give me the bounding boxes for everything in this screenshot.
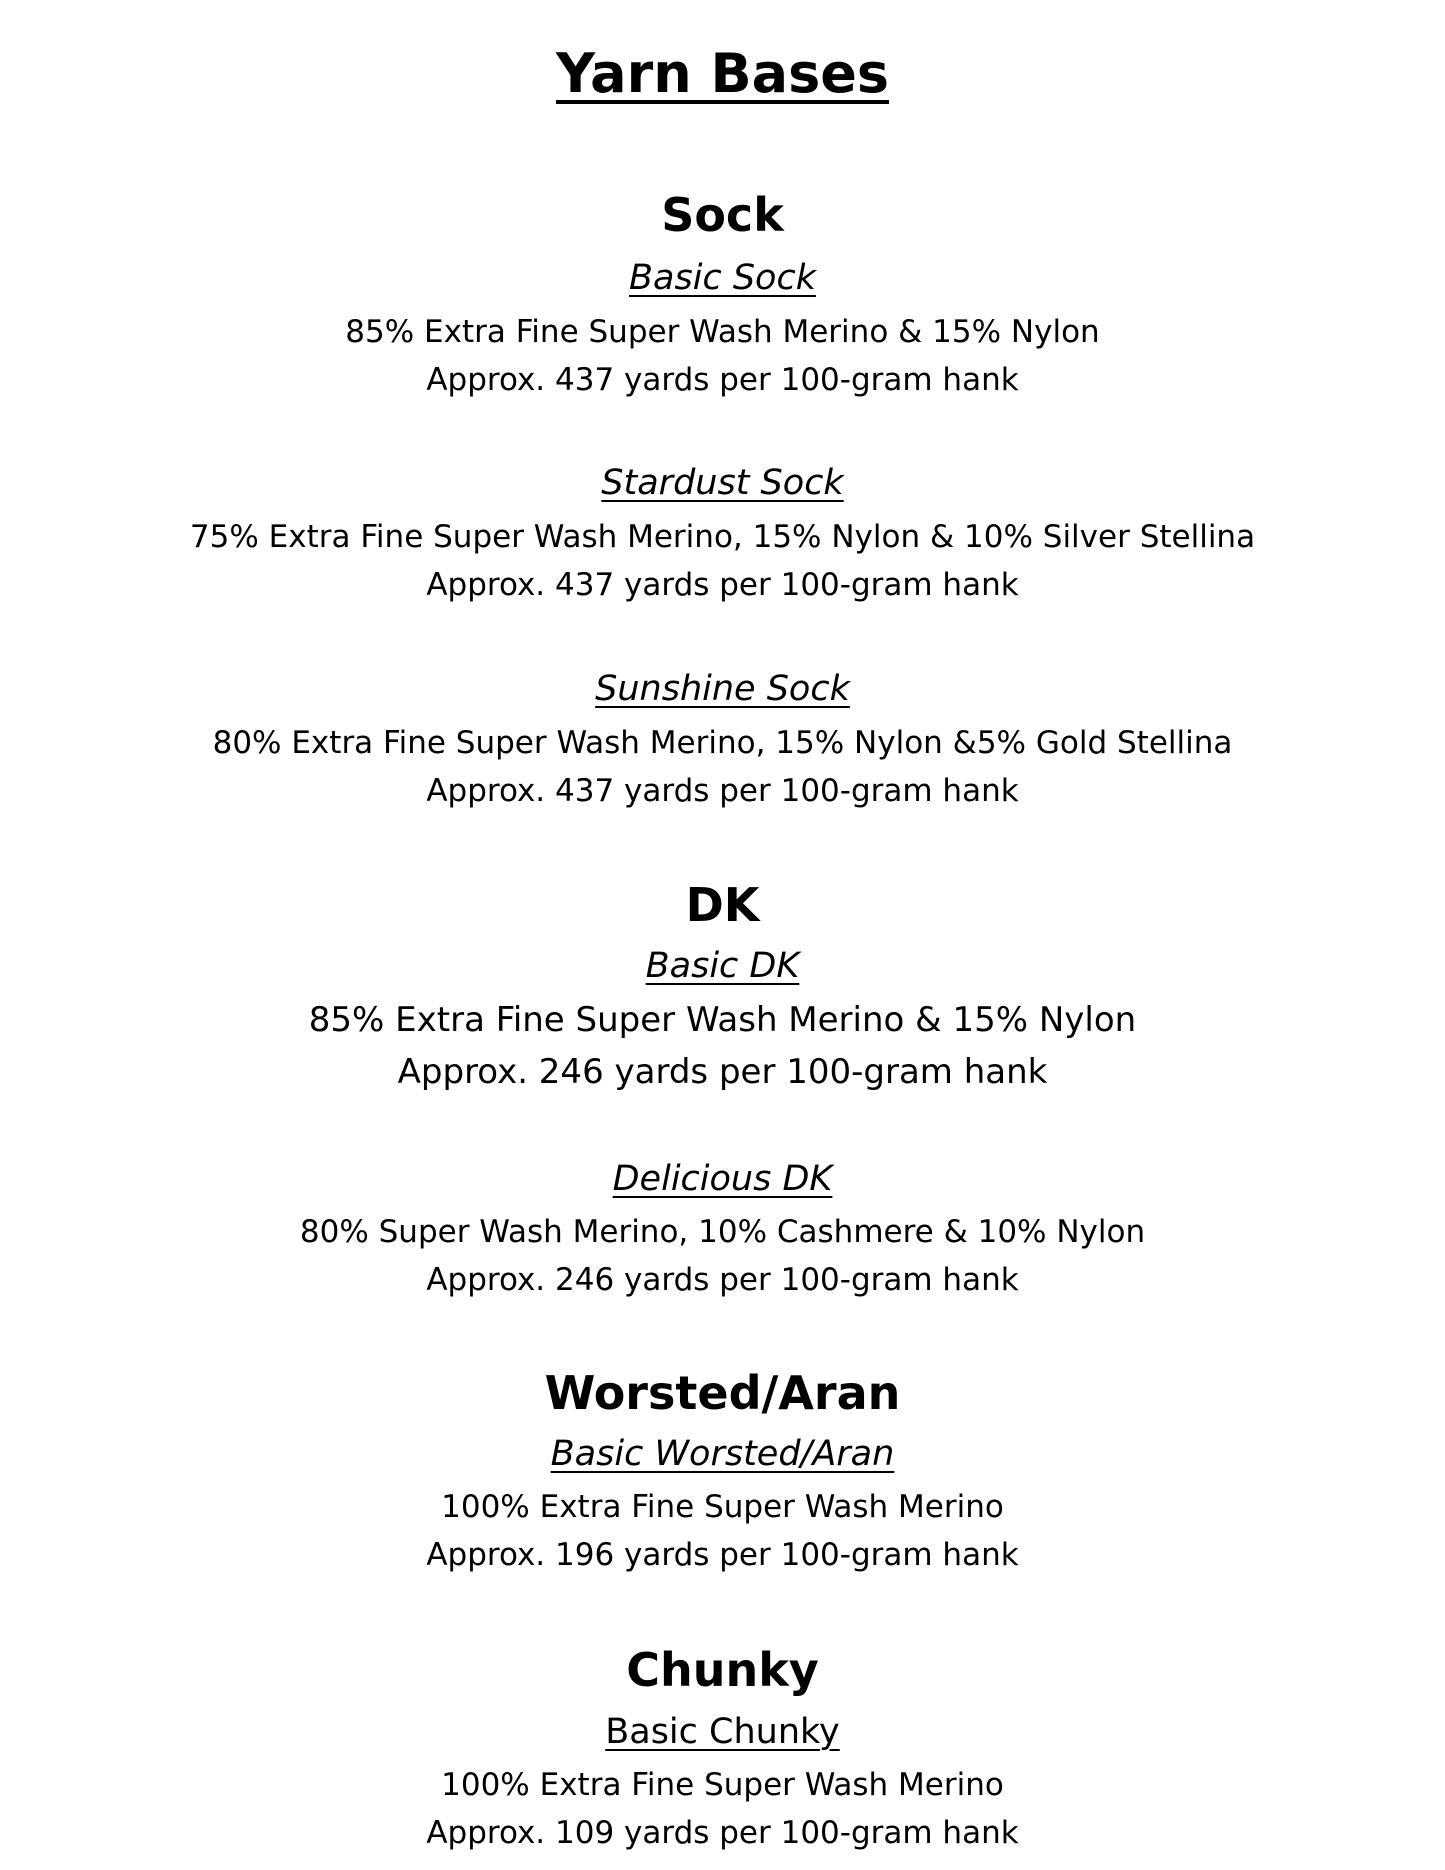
product-composition: 80% Extra Fine Super Wash Merino, 15% Nylon &5% Gold Stellina — [212, 725, 1233, 761]
product-composition: 75% Extra Fine Super Wash Merino, 15% Nylon & 10% Silver Stellina — [189, 519, 1256, 555]
product-yardage: Approx. 437 yards per 100-gram hank — [426, 773, 1019, 809]
product-composition: 100% Extra Fine Super Wash Merino — [441, 1767, 1004, 1803]
product-name-stardust-sock: Stardust Sock — [601, 463, 844, 503]
product-name-basic-dk: Basic DK — [645, 946, 800, 986]
category-heading-worsted-aran: Worsted/Aran — [544, 1366, 901, 1420]
product-composition: 80% Super Wash Merino, 10% Cashmere & 10% Nylon — [299, 1214, 1146, 1250]
product-composition: 100% Extra Fine Super Wash Merino — [441, 1489, 1004, 1525]
category-heading-dk: DK — [685, 878, 760, 932]
category-heading-sock: Sock — [661, 188, 784, 242]
product-name-basic-sock: Basic Sock — [629, 258, 816, 298]
category-heading-chunky: Chunky — [626, 1643, 819, 1697]
product-yardage: Approx. 246 yards per 100-gram hank — [426, 1262, 1019, 1298]
product-composition: 85% Extra Fine Super Wash Merino & 15% Nylon — [308, 1000, 1137, 1040]
document-title: Yarn Bases — [556, 42, 889, 105]
product-yardage: Approx. 196 yards per 100-gram hank — [426, 1537, 1019, 1573]
product-name-basic-worsted-aran: Basic Worsted/Aran — [550, 1434, 895, 1474]
product-yardage: Approx. 437 yards per 100-gram hank — [426, 567, 1019, 603]
product-name-basic-chunky: Basic Chunky — [605, 1712, 840, 1752]
product-yardage: Approx. 109 yards per 100-gram hank — [426, 1815, 1019, 1851]
product-yardage: Approx. 437 yards per 100-gram hank — [426, 362, 1019, 398]
product-name-delicious-dk: Delicious DK — [612, 1159, 833, 1199]
product-composition: 85% Extra Fine Super Wash Merino & 15% Nylon — [345, 314, 1100, 350]
product-yardage: Approx. 246 yards per 100-gram hank — [397, 1052, 1048, 1092]
product-name-sunshine-sock: Sunshine Sock — [595, 669, 850, 709]
